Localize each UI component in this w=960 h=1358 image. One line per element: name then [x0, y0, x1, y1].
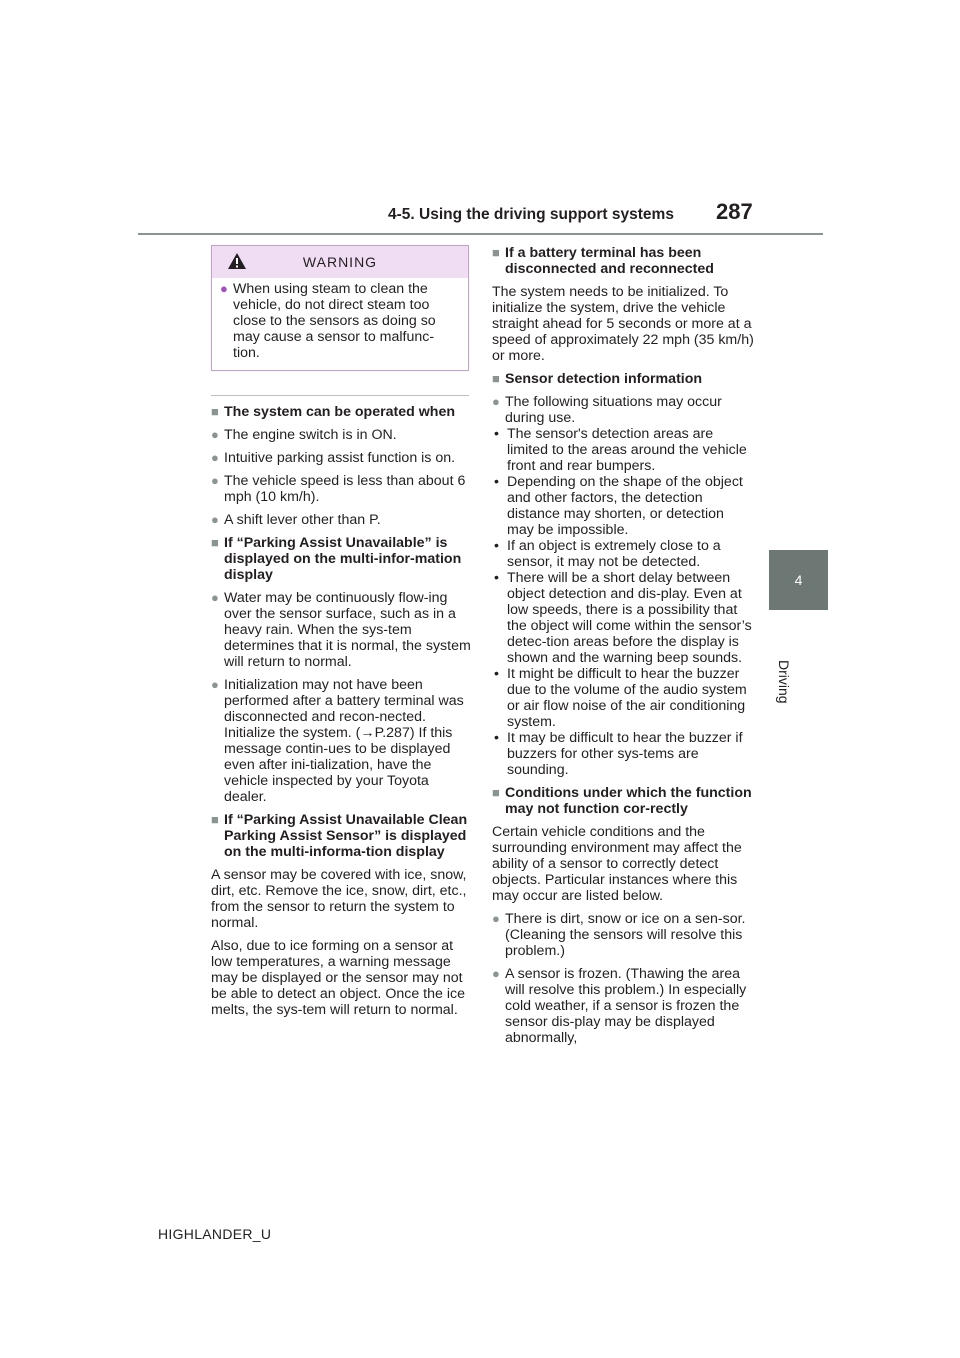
- section-heading: [492, 245, 754, 277]
- dash-item: [492, 426, 754, 474]
- section-heading: [492, 371, 754, 387]
- dash-item: [492, 570, 754, 666]
- dash-list: [492, 426, 754, 778]
- paragraph: Certain vehicle conditions and the surrounding environment may affect the ability of a sensor to correctly detect objects. Particular instances where this may occur are listed below.: [492, 824, 742, 904]
- warning-title: WARNING: [302, 254, 378, 270]
- bullet-icon: ●: [211, 590, 219, 605]
- left-column: [211, 245, 471, 1025]
- bullet-icon: ●: [220, 281, 228, 296]
- list-item: [211, 427, 471, 443]
- header-rule: [138, 233, 823, 235]
- list-text: Intuitive parking assist function is on.: [224, 450, 456, 466]
- list-text: The engine switch is in ON.: [224, 427, 397, 443]
- list-text: The vehicle speed is less than about 6 mph (10 km/h).: [224, 473, 466, 505]
- list-item: [492, 394, 754, 426]
- warning-box: [211, 245, 469, 371]
- square-bullet-icon: ■: [211, 812, 219, 827]
- dash-text: If an object is extremely close to a sensor, it may not be detected.: [507, 538, 721, 570]
- right-column: [492, 245, 754, 1053]
- dash-marker: •: [494, 730, 499, 746]
- list-item: [211, 450, 471, 466]
- dash-text: It might be difficult to hear the buzzer due to the volume of the audio system or air flow noise of the air conditioning system.: [507, 666, 747, 730]
- section-title: 4-5. Using the driving support systems: [388, 206, 674, 223]
- square-bullet-icon: ■: [492, 785, 500, 800]
- heading-text: Sensor detection information: [505, 371, 703, 387]
- list-text: The following situations may occur during use.: [505, 394, 722, 426]
- bullet-icon: ●: [211, 450, 219, 465]
- warning-text: When using steam to clean the vehicle, do not direct steam too close to the sensors as doing so may cause a sensor to malfunc-tion.: [233, 281, 436, 361]
- dash-text: The sensor's detection areas are limited to the areas around the vehicle front and rear bumpers.: [507, 426, 747, 474]
- dash-marker: •: [494, 538, 499, 554]
- warning-triangle-icon: [227, 252, 247, 270]
- dash-text: It may be difficult to hear the buzzer if buzzers for other sys-tems are sounding.: [507, 730, 743, 778]
- bullet-icon: ●: [211, 427, 219, 442]
- paragraph: The system needs to be initialized. To initialize the system, drive the vehicle straight ahead for 5 seconds or more at a speed of approximately 22 mph (35 km/h) or more.: [492, 284, 754, 364]
- list-text: A sensor is frozen. (Thawing the area will resolve this problem.) In especially cold weather, if a sensor is frozen the sensor dis-play may be displayed abnormally,: [505, 966, 747, 1046]
- dash-text: Depending on the shape of the object and other factors, the detection distance may shorten, or detection may be impossible.: [507, 474, 743, 538]
- dash-item: [492, 730, 754, 778]
- square-bullet-icon: ■: [211, 535, 219, 550]
- heading-text: If “Parking Assist Unavailable” is displayed on the multi-infor-mation display: [224, 535, 462, 583]
- list-item: [211, 512, 471, 528]
- dash-marker: •: [494, 426, 499, 442]
- list-item: [211, 590, 471, 670]
- dash-marker: •: [494, 474, 499, 490]
- bullet-icon: ●: [492, 394, 500, 409]
- dash-text: There will be a short delay between object detection and dis-play. Even at low speeds, there is a possibility that the object will come within the sensor’s detec-tion areas before the display is shown and the warning beep sounds.: [507, 570, 752, 666]
- dash-marker: •: [494, 570, 499, 586]
- list-text: A shift lever other than P.: [224, 512, 381, 528]
- list-text: Initialization may not have been performed after a battery terminal was disconnected and recon-nected. Initialize the system. (→P.287) If this message contin-ues to be displayed even after ini-tialization, have the vehicle inspected by your Toyota dealer.: [224, 677, 464, 805]
- warning-header: [212, 246, 468, 278]
- chapter-tab[interactable]: 4: [769, 550, 828, 610]
- list-item: [492, 911, 754, 959]
- section-heading: [211, 404, 471, 420]
- dash-marker: •: [494, 666, 499, 682]
- square-bullet-icon: ■: [492, 371, 500, 386]
- dash-item: [492, 474, 754, 538]
- list-text: There is dirt, snow or ice on a sen-sor. (Cleaning the sensors will resolve this problem.): [505, 911, 746, 959]
- bullet-icon: ●: [211, 473, 219, 488]
- list-item: [492, 966, 754, 1046]
- chapter-label: Driving: [776, 660, 792, 704]
- bullet-icon: ●: [211, 512, 219, 527]
- bullet-icon: ●: [492, 911, 500, 926]
- dash-item: [492, 538, 754, 570]
- section-heading: [492, 785, 754, 817]
- paragraph: A sensor may be covered with ice, snow, dirt, etc. Remove the ice, snow, dirt, etc., from the sensor to return the system to normal.: [211, 867, 467, 931]
- bullet-icon: ●: [211, 677, 219, 692]
- divider: [211, 395, 469, 396]
- bullet-icon: ●: [492, 966, 500, 981]
- heading-text: The system can be operated when: [224, 404, 456, 420]
- warning-body: [212, 278, 468, 370]
- heading-text: If “Parking Assist Unavailable Clean Parking Assist Sensor” is displayed on the multi-informa-tion display: [224, 812, 468, 860]
- list-text: Water may be continuously flow-ing over the sensor surface, such as in a heavy rain. When the sys-tem determines that it is normal, the system will return to normal.: [224, 590, 471, 670]
- page-number: 287: [716, 199, 753, 224]
- footer-model: HIGHLANDER_U: [158, 1226, 272, 1242]
- list-item: [211, 677, 471, 805]
- paragraph: Also, due to ice forming on a sensor at low temperatures, a warning message may be displayed or the sensor may not be able to detect an object. Once the ice melts, the sys-tem will return to normal.: [211, 938, 465, 1018]
- dash-item: [492, 666, 754, 730]
- heading-text: If a battery terminal has been disconnected and reconnected: [505, 245, 714, 277]
- list-item: [211, 473, 471, 505]
- heading-text: Conditions under which the function may not function cor-rectly: [505, 785, 752, 817]
- section-heading: [211, 812, 471, 860]
- square-bullet-icon: ■: [492, 245, 500, 260]
- section-heading: [211, 535, 471, 583]
- square-bullet-icon: ■: [211, 404, 219, 419]
- warning-item: [220, 281, 460, 361]
